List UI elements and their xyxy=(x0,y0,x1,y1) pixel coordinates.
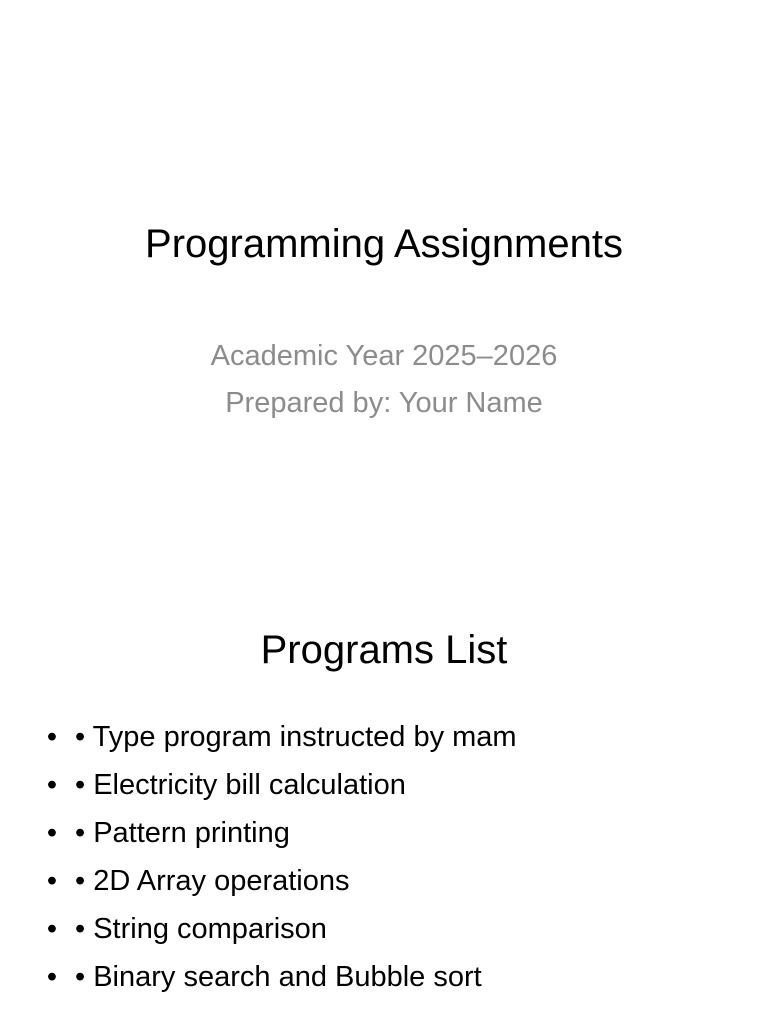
programs-list xyxy=(0,713,768,1001)
list-item-text: • Type program instructed by mam xyxy=(75,721,517,753)
prepared-by-line: Prepared by: Your Name xyxy=(225,387,543,419)
bullet-icon: • xyxy=(46,721,58,753)
programs-list-title: Programs List xyxy=(260,628,508,672)
list-item xyxy=(0,953,768,1001)
list-item xyxy=(0,713,768,761)
list-item-text: • String comparison xyxy=(75,913,327,945)
list-item xyxy=(0,761,768,809)
list-item-text: • Electricity bill calculation xyxy=(75,769,406,801)
list-item-text: • Binary search and Bubble sort xyxy=(75,961,482,993)
presentation-title: Programming Assignments xyxy=(145,222,623,266)
bullet-icon: • xyxy=(46,961,58,993)
academic-year-line: Academic Year 2025–2026 xyxy=(210,340,558,372)
presentation-subtitle xyxy=(0,333,768,427)
list-item xyxy=(0,809,768,857)
bullet-icon: • xyxy=(46,865,58,897)
bullet-icon: • xyxy=(46,913,58,945)
list-item-text: • 2D Array operations xyxy=(75,865,350,897)
list-item xyxy=(0,905,768,953)
list-item-text: • Pattern printing xyxy=(75,817,290,849)
list-item xyxy=(0,857,768,905)
bullet-icon: • xyxy=(46,769,58,801)
bullet-icon: • xyxy=(46,817,58,849)
